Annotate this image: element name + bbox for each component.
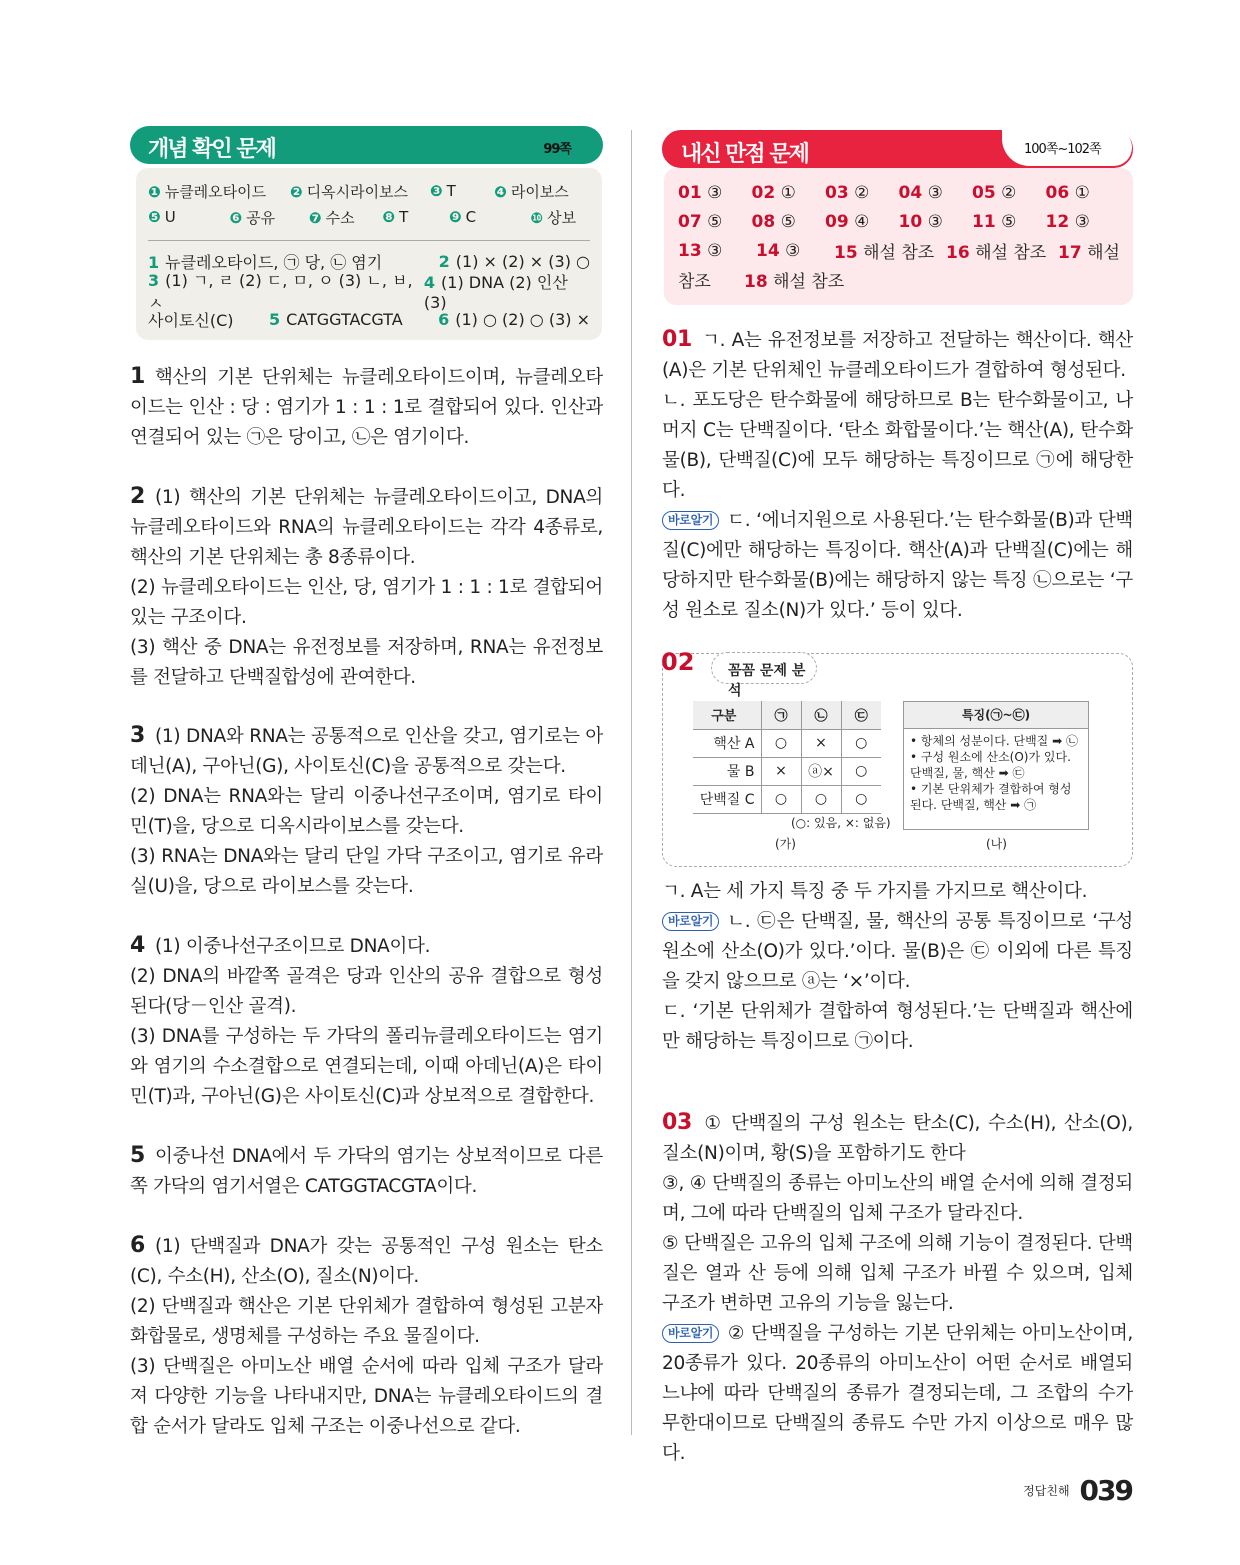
para bbox=[130, 633, 603, 693]
fill-row bbox=[148, 204, 590, 230]
answer-item bbox=[899, 183, 973, 203]
answer-item bbox=[972, 183, 1046, 203]
answer-text: (1) ○ (2) ○ (3) × bbox=[455, 310, 590, 329]
para bbox=[130, 482, 603, 573]
para-text: (1) 핵산의 기본 단위체는 뉴클레오타이드이고, DNA의 뉴클레오타이드와 RNA의 뉴클레오타이드는 각각 4종류로, 핵산의 기본 단위체는 총 8종류이다. bbox=[130, 487, 603, 568]
table-cell: × bbox=[801, 729, 841, 757]
answer-number: 3 bbox=[148, 270, 160, 290]
para bbox=[130, 1231, 603, 1292]
fill-row bbox=[148, 178, 590, 204]
concept-answer-box bbox=[136, 168, 602, 340]
answer-line bbox=[148, 270, 590, 313]
fill-text: 수소 bbox=[325, 208, 355, 227]
correction-badge: 바로알기 bbox=[662, 511, 719, 530]
para: ㄱ. A는 유전정보를 저장하고 전달하는 핵산이다. 핵산(A)은 기본 단위체인 뉴클레오타이드가 결합하여 형성된다. bbox=[662, 330, 1133, 381]
question-number: 2 bbox=[130, 484, 146, 509]
table-row bbox=[693, 785, 881, 813]
answer-item bbox=[834, 238, 946, 263]
answer-item bbox=[752, 212, 826, 232]
table-cell: ⓐ× bbox=[801, 757, 841, 785]
answer-row bbox=[678, 178, 1119, 207]
answer-line bbox=[148, 305, 590, 334]
fill-number: ❼ bbox=[308, 208, 322, 227]
answer-item bbox=[148, 308, 233, 331]
question-number: 02 bbox=[661, 648, 695, 676]
table-header: 구분 bbox=[693, 701, 761, 729]
para-text: (3) 핵산 중 DNA는 유전정보를 저장하며, RNA는 유전정보를 전달하고 단백질합성에 관여한다. bbox=[130, 637, 603, 688]
fill-number: ❷ bbox=[289, 182, 303, 201]
para: ㄷ. ‘에너지원으로 사용된다.’는 탄수화물(B)과 단백질(C)에만 해당하는 특징이다. 핵산(A)과 단백질(C)에는 해당하지만 탄수화물(B)에는 해당하지 않는 특징 ㉡으로는 ‘구성 원소로 질소(N)가 있다.’ 등이 있다. bbox=[662, 510, 1133, 621]
feature-item: • 항체의 성분이다. 단백질 ➡ ㉡ bbox=[910, 734, 1078, 748]
para-text: (3) DNA를 구성하는 두 가닥의 폴리뉴클레오타이드는 염기와 염기의 수소결합으로 연결되는데, 이때 아데닌(A)은 타이민(T)과, 구아닌(G)은 사이토신(C)과 상보적으로 결합한다. bbox=[130, 1026, 603, 1107]
table-cell: ○ bbox=[761, 729, 801, 757]
answer-value: ⑤ bbox=[707, 211, 723, 232]
para bbox=[130, 842, 603, 902]
page-number: 039 bbox=[1079, 1474, 1132, 1507]
fill-number: ❶ bbox=[148, 182, 161, 201]
answer-value: ⑤ bbox=[1001, 211, 1017, 232]
para: ㄷ. ‘기본 단위체가 결합하여 형성된다.’는 단백질과 핵산에만 해당하는 특징이므로 ㉠이다. bbox=[662, 1001, 1133, 1052]
features-title: 특징(㉠~㉢) bbox=[904, 702, 1088, 729]
fill-number: ❸ bbox=[429, 182, 443, 200]
para bbox=[130, 962, 603, 1022]
answer-number: 15 bbox=[834, 243, 858, 263]
answer-value: 해설 참조 bbox=[773, 272, 845, 292]
fill-text: T bbox=[399, 208, 409, 226]
table-header: ㉡ bbox=[801, 701, 841, 729]
fill-text: C bbox=[465, 208, 477, 226]
fill-number: ❿ bbox=[530, 208, 544, 227]
fill-answer bbox=[148, 208, 229, 226]
answer-number: 13 bbox=[678, 240, 702, 261]
question-number: 01 bbox=[662, 327, 693, 352]
answer-value: ③ bbox=[1074, 211, 1090, 232]
answer-number: 10 bbox=[898, 211, 923, 232]
para bbox=[130, 1352, 603, 1442]
answer-number: 06 bbox=[1045, 182, 1070, 203]
answer-text: (1) × (2) × (3) ○ bbox=[455, 252, 590, 271]
answer-item bbox=[439, 252, 590, 271]
answer-text: (1) ㄱ, ㄹ (2) ㄷ, ㅁ, ㅇ (3) ㄴ, ㅂ, ㅅ bbox=[148, 270, 413, 313]
answer-number: 09 bbox=[825, 211, 849, 232]
fill-answer bbox=[382, 208, 449, 226]
answer-value: 해설 bbox=[1087, 243, 1120, 263]
fill-number: ❻ bbox=[229, 208, 243, 227]
answer-item bbox=[1046, 183, 1120, 203]
para: ㄴ. 포도당은 탄수화물에 해당하므로 B는 탄수화물이고, 나머지 C는 단백질이다. ‘탄소 화합물이다.’는 핵산(A), 탄수화물(B), 단백질(C)에 모두 해당하는 특징이므로 ㉠에 해당한다. bbox=[662, 390, 1133, 501]
answer-text: 뉴클레오타이드, ㉠ 당, ㉡ 염기 bbox=[165, 253, 383, 272]
fill-number: ❾ bbox=[448, 208, 462, 226]
fill-answer bbox=[229, 207, 308, 228]
para: ㄴ. ㉢은 단백질, 물, 핵산의 공통 특징이므로 ‘구성 원소에 산소(O)가 있다.’이다. 물(B)은 ㉢ 이외에 다른 특징을 갖지 않으므로 ⓐ는 ‘×’이다. bbox=[662, 911, 1133, 992]
answer-value: 참조 bbox=[678, 272, 711, 292]
fill-text: U bbox=[164, 208, 176, 226]
answer-number: 07 bbox=[678, 211, 702, 232]
para bbox=[130, 1141, 603, 1202]
exam-answer-box bbox=[664, 168, 1133, 305]
table-legend: (○: 있음, ×: 없음) bbox=[791, 816, 891, 830]
answer-number: 08 bbox=[751, 211, 776, 232]
para bbox=[130, 782, 603, 842]
answer-value: ① bbox=[1074, 182, 1090, 203]
fill-number: ❺ bbox=[148, 208, 161, 226]
para-text: 이중나선 DNA에서 두 가닥의 염기는 상보적이므로 다른 쪽 가닥의 염기서열은 CATGGTACGTA이다. bbox=[130, 1146, 603, 1197]
answer-item bbox=[148, 268, 424, 314]
answer-item bbox=[752, 183, 826, 203]
answer-item bbox=[424, 270, 590, 312]
features-box bbox=[903, 701, 1089, 830]
para bbox=[130, 1022, 603, 1112]
answer-number: 1 bbox=[148, 253, 160, 272]
explanation-2 bbox=[130, 482, 603, 693]
explanation-02 bbox=[662, 877, 1133, 1057]
para-text: 핵산의 기본 단위체는 뉴클레오타이드이며, 뉴클레오타이드는 인산 : 당 : 염기가 1 : 1 : 1로 결합되어 있다. 인산과 연결되어 있는 ㉠은 당이고, ㉡은 염기이다. bbox=[130, 367, 603, 448]
explanation-6 bbox=[130, 1231, 603, 1442]
answer-number: 12 bbox=[1045, 211, 1070, 232]
answer-item bbox=[678, 183, 752, 203]
fill-answer bbox=[309, 207, 383, 228]
answer-item bbox=[825, 212, 899, 232]
fill-number: ❹ bbox=[494, 182, 507, 201]
table-row bbox=[693, 757, 881, 785]
table-cell: 핵산 A bbox=[693, 729, 761, 757]
question-number: 03 bbox=[662, 1110, 693, 1135]
table-cell: ○ bbox=[801, 785, 841, 813]
correction-badge: 바로알기 bbox=[662, 1324, 719, 1343]
answer-value: ③ bbox=[707, 182, 723, 203]
fill-answer bbox=[494, 181, 590, 202]
fill-answer bbox=[290, 181, 430, 202]
table-cell: × bbox=[761, 757, 801, 785]
answer-value: ③ bbox=[927, 211, 943, 232]
table-header-row bbox=[693, 701, 881, 729]
para-text: (2) DNA의 바깥쪽 골격은 당과 인산의 공유 결합으로 형성된다(당－인산 골격). bbox=[130, 966, 603, 1017]
para: ⑤ 단백질은 고유의 입체 구조에 의해 기능이 결정된다. 단백질은 열과 산 등에 의해 입체 구조가 바뀔 수 있으며, 입체 구조가 변하면 고유의 기능을 잃는다. bbox=[662, 1233, 1133, 1314]
fill-text: 공유 bbox=[246, 208, 276, 227]
analysis-box bbox=[661, 648, 1133, 867]
answer-lines bbox=[148, 247, 590, 334]
fill-answer bbox=[530, 207, 590, 228]
answer-value: 해설 참조 bbox=[975, 243, 1047, 263]
fill-answer bbox=[148, 181, 290, 202]
feature-item: • 구성 원소에 산소(O)가 있다. 단백질, 물, 핵산 ➡ ㉢ bbox=[910, 750, 1071, 780]
page-footer bbox=[1023, 1474, 1132, 1507]
section-title: 내신 만점 문제 bbox=[681, 142, 808, 167]
fill-text: T bbox=[446, 182, 456, 200]
fill-answer bbox=[449, 208, 530, 226]
table-cell: 물 B bbox=[693, 757, 761, 785]
answer-number: 05 bbox=[972, 182, 996, 203]
answer-item bbox=[744, 267, 844, 292]
analysis-title: 꼼꼼 문제 분석 bbox=[711, 652, 817, 684]
answer-value: ② bbox=[1001, 182, 1017, 203]
concept-check-header bbox=[130, 126, 603, 164]
fill-text: 라이보스 bbox=[510, 182, 569, 201]
answer-item bbox=[1046, 212, 1120, 232]
answer-text: 사이토신(C) bbox=[148, 311, 234, 330]
table-cell: ○ bbox=[841, 757, 881, 785]
answer-number: 4 bbox=[423, 272, 436, 292]
para-text: (2) 뉴클레오타이드는 인산, 당, 염기가 1 : 1 : 1로 결합되어 있는 구조이다. bbox=[130, 577, 603, 628]
answer-value: ③ bbox=[785, 240, 801, 261]
footer-label: 정답친해 bbox=[1023, 1484, 1070, 1498]
page-ref: 99쪽 bbox=[543, 142, 571, 157]
para bbox=[130, 1292, 603, 1352]
answer-item bbox=[438, 310, 590, 329]
correction-badge: 바로알기 bbox=[662, 912, 719, 931]
feature-item: • 기본 단위체가 결합하여 형성된다. 단백질, 핵산 ➡ ㉠ bbox=[910, 782, 1072, 812]
answer-value: ① bbox=[780, 182, 796, 203]
question-number: 3 bbox=[130, 723, 146, 748]
answer-number: 2 bbox=[438, 252, 450, 271]
para: ② 단백질을 구성하는 기본 단위체는 아미노산이며, 20종류가 있다. 20종류의 아미노산이 어떤 순서로 배열되느냐에 따라 단백질의 종류가 결정되는데, 그 조합의 수가 무한대이므로 단백질의 종류도 수만 가지 이상으로 매우 많다. bbox=[662, 1323, 1133, 1464]
exam-problem-header bbox=[662, 130, 1133, 168]
caption: (가) bbox=[775, 837, 796, 851]
para bbox=[130, 721, 603, 782]
answer-row bbox=[678, 236, 1119, 265]
para-text: (2) DNA는 RNA와는 달리 이중나선구조이며, 염기로 타이민(T)을, 당으로 디옥시라이보스를 갖는다. bbox=[130, 786, 603, 837]
answer-item bbox=[972, 212, 1046, 232]
fill-number: ❽ bbox=[382, 208, 396, 226]
table-header: ㉠ bbox=[761, 701, 801, 729]
question-number: 1 bbox=[130, 364, 146, 389]
answer-item bbox=[269, 310, 403, 329]
para-text: (2) 단백질과 핵산은 기본 단위체가 결합하여 형성된 고분자 화합물로, 생명체를 구성하는 주요 물질이다. bbox=[130, 1296, 603, 1347]
answer-item bbox=[825, 183, 899, 203]
fill-answer bbox=[430, 182, 494, 200]
table-cell: ○ bbox=[761, 785, 801, 813]
table-header: ㉢ bbox=[841, 701, 881, 729]
para: ① 단백질의 구성 원소는 탄소(C), 수소(H), 산소(O), 질소(N)이며, 황(S)을 포함하기도 한다 bbox=[662, 1113, 1133, 1164]
answer-item bbox=[756, 241, 834, 261]
answer-number: 01 bbox=[678, 182, 702, 203]
para bbox=[130, 573, 603, 633]
answer-number: 04 bbox=[898, 182, 923, 203]
table-cell: ○ bbox=[841, 785, 881, 813]
answer-row bbox=[678, 265, 1119, 294]
explanation-01 bbox=[662, 325, 1133, 626]
answer-value: ③ bbox=[927, 182, 943, 203]
answer-number: 16 bbox=[946, 243, 970, 263]
para-text: (1) 이중나선구조이므로 DNA이다. bbox=[155, 936, 431, 957]
para-text: (3) RNA는 DNA와는 달리 단일 가닥 구조이고, 염기로 유라실(U)을, 당으로 라이보스를 갖는다. bbox=[130, 846, 603, 897]
fill-text: 상보 bbox=[547, 208, 577, 227]
property-table bbox=[693, 701, 881, 814]
para: ㄱ. A는 세 가지 특징 중 두 가지를 가지므로 핵산이다. bbox=[662, 881, 1088, 902]
table-row bbox=[693, 729, 881, 757]
fill-text: 디옥시라이보스 bbox=[306, 182, 409, 201]
answer-number: 03 bbox=[825, 182, 849, 203]
answer-number: 5 bbox=[268, 310, 281, 329]
explanation-1 bbox=[130, 362, 603, 453]
explanation-4 bbox=[130, 931, 603, 1112]
table-cell: 단백질 C bbox=[693, 785, 761, 813]
answer-text: (1) DNA (2) 인산 (3) bbox=[423, 272, 568, 312]
answer-number: 18 bbox=[744, 272, 768, 292]
para-text: (1) DNA와 RNA는 공통적으로 인산을 갖고, 염기로는 아데닌(A), 구아닌(G), 사이토신(C)을 공통적으로 갖는다. bbox=[130, 726, 603, 777]
answer-value: 해설 참조 bbox=[863, 243, 935, 263]
answer-number: 6 bbox=[438, 310, 450, 329]
answer-row bbox=[678, 207, 1119, 236]
table-cell: ○ bbox=[841, 729, 881, 757]
answer-value: ③ bbox=[707, 240, 723, 261]
para bbox=[130, 931, 603, 962]
fill-text: 뉴클레오타이드 bbox=[164, 182, 267, 201]
caption: (나) bbox=[986, 837, 1007, 851]
column-divider bbox=[631, 130, 632, 1435]
question-number: 4 bbox=[130, 933, 146, 958]
explanation-3 bbox=[130, 721, 603, 902]
question-number: 5 bbox=[130, 1143, 146, 1168]
answer-text: CATGGTACGTA bbox=[286, 310, 403, 329]
answer-value: ④ bbox=[854, 211, 870, 232]
para bbox=[130, 362, 603, 453]
answer-number: 14 bbox=[756, 240, 780, 261]
answer-number: 11 bbox=[972, 211, 996, 232]
para: ③, ④ 단백질의 종류는 아미노산의 배열 순서에 의해 결정되며, 그에 따라 단백질의 입체 구조가 달라진다. bbox=[662, 1173, 1133, 1224]
section-title: 개념 확인 문제 bbox=[148, 137, 275, 162]
answer-number: 17 bbox=[1058, 243, 1082, 263]
question-number: 6 bbox=[130, 1233, 146, 1258]
explanation-03 bbox=[662, 1108, 1133, 1469]
answer-number: 02 bbox=[751, 182, 776, 203]
para-text: (3) 단백질은 아미노산 배열 순서에 따라 입체 구조가 달라져 다양한 기능을 나타내지만, DNA는 뉴클레오타이드의 결합 순서가 달라도 입체 구조는 이중나선으로 같다. bbox=[130, 1356, 603, 1437]
answer-value: ⑤ bbox=[780, 211, 796, 232]
explanation-5 bbox=[130, 1141, 603, 1202]
answer-value: ② bbox=[854, 182, 870, 203]
answer-item bbox=[678, 212, 752, 232]
divider bbox=[148, 240, 590, 241]
answer-item bbox=[946, 238, 1058, 263]
answer-item bbox=[1058, 238, 1118, 263]
answer-item bbox=[678, 241, 756, 261]
para-text: (1) 단백질과 DNA가 갖는 공통적인 구성 원소는 탄소(C), 수소(H), 산소(O), 질소(N)이다. bbox=[130, 1236, 603, 1287]
page-ref: 100쪽~102쪽 bbox=[1002, 129, 1132, 166]
answer-item bbox=[899, 212, 973, 232]
